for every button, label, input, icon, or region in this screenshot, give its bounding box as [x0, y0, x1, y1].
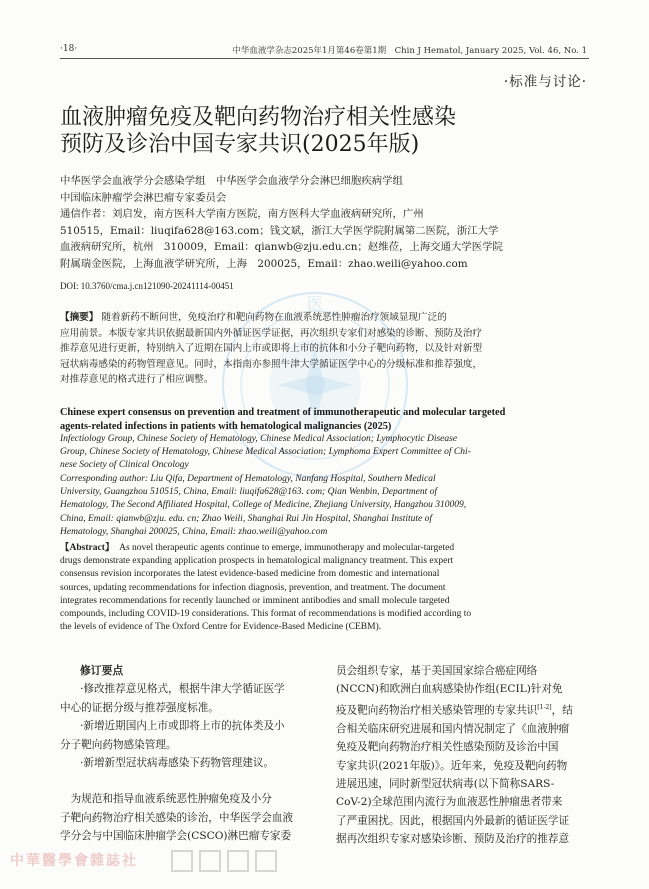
- english-groups: [60, 433, 595, 473]
- section-tag: ·标准与讨论·: [503, 74, 587, 90]
- body-line: 免疫及靶向药物治疗相关性感染预防及诊治中国: [336, 741, 559, 754]
- footer-watermark-logo: 中華醫學會雜誌社: [10, 853, 138, 869]
- body-line: 分子靶向药物感染管理。: [60, 738, 177, 751]
- body-line-tail: ，结: [551, 704, 573, 717]
- author-line: 通信作者：刘启发，南方医科大学南方医院，南方医科大学血液病研究所，广州: [60, 208, 424, 221]
- english-abstract-text: sources, updating recommendations for infection diagnosis, prevention, and treatment. The document: [60, 582, 446, 593]
- body-line: ·修改推荐意见格式，根据牛津大学循证医学: [80, 683, 285, 696]
- body-column-left: [60, 662, 328, 846]
- body-line: [336, 699, 594, 720]
- author-line: 510515，Email：liuqifa628@163.com；钱文斌，浙江大学医学院附属第二医院，浙江大学: [60, 224, 499, 237]
- corresponding-line: University, Guangzhou 510515, China, Email: liuqifa628@163. com; Qian Wenbin, Department of: [60, 487, 438, 498]
- english-title-line: agents-related infections in patients with hematological malignancies (2025): [60, 420, 392, 432]
- author-line: 血液病研究所，杭州 310009，Email：qianwb@zju.edu.cn；赵维莅，上海交通大学医学院: [60, 241, 503, 254]
- abstract-label: 【摘要】: [60, 312, 99, 323]
- author-line: 附属瑞金医院，上海血液学研究所，上海 200025，Email：zhao.weili@yahoo.com: [60, 257, 468, 270]
- revision-heading: 修订要点: [80, 664, 124, 677]
- article-title-line-1: 血液肿瘤免疫及靶向药物治疗相关性感染: [60, 105, 457, 130]
- abstract-text: 推荐意见进行更新，特别纳入了近期在国内上市或即将上市的抗体和小分子靶向药物，以及针对新型: [60, 343, 483, 354]
- body-line: 了严重困扰。因此，根据国内外最新的循证医学证: [336, 814, 570, 827]
- body-line: 为规范和指导血液系统恶性肿瘤免疫及小分: [60, 793, 272, 806]
- corresponding-line: Hematology, Shanghai 200025, China, Email: zhao.weili@yahoo.com: [60, 526, 328, 537]
- body-line: 员会组织专家，基于美国国家综合癌症网络: [336, 665, 538, 677]
- corresponding-line: Corresponding author: Liu Qifa, Department of Hematology, Nanfang Hospital, Southern Medical: [60, 474, 436, 484]
- english-abstract-label: 【Abstract】: [60, 543, 115, 553]
- english-abstract-text: drugs demonstrate expanding application prospects in hematological malignancy treatment. This expert: [60, 556, 454, 567]
- body-line: 进展迅速，同时新型冠状病毒(以下简称SARS-: [336, 777, 555, 790]
- watermark-seal-char: 医: [306, 294, 324, 313]
- body-line: ·新增近期国内上市或即将上市的抗体类及小: [80, 720, 285, 733]
- abstract-text: 应用前景。本版专家共识依据最新国内外循证医学证据，再次组织专家们对感染的诊断、预防及治疗: [60, 327, 483, 339]
- english-abstract-text: compounds, including COVID-19 considerations. This format of recommendations is modified according to: [60, 609, 472, 620]
- body-line: 中心的证据分级与推荐强度标准。: [60, 701, 219, 714]
- body-line: 子靶向药物治疗相关感染的诊治，中华医学会血液: [60, 811, 294, 824]
- english-abstract-text: integrates recommendations for recently launched or imminent antibodies and small molecule targeted: [60, 595, 450, 606]
- doi: DOI: 10.3760/cma.j.cn121090-20241114-00451: [60, 281, 234, 291]
- abstract-english: [60, 542, 595, 634]
- body-line-text: 疫及靶向药物治疗相关感染管理的专家共识: [336, 704, 538, 717]
- footer-watermark-icon: [170, 848, 280, 874]
- author-line: 中国临床肿瘤学会淋巴瘤专家委员会: [60, 191, 227, 204]
- english-title: [60, 406, 595, 433]
- body-line: (NCCN)和欧洲白血病感染协作组(ECIL)针对免: [336, 683, 563, 696]
- citation-mark: [1-2]: [537, 703, 552, 711]
- corresponding-line: China, Email: qianwb@zju. edu. cn; Zhao Weili, Shanghai Rui Jin Hospital, Shanghai Institute of: [60, 513, 433, 524]
- body-line: 据再次组织专家对感染诊断、预防及治疗的推荐意: [336, 833, 570, 846]
- english-title-line: Chinese expert consensus on prevention and treatment of immunotherapeutic and molecular targeted: [60, 407, 506, 418]
- english-abstract-text: the levels of evidence of The Oxford Centre for Evidence-Based Medicine (CEBM).: [60, 622, 382, 633]
- author-line: 中华医学会血液学分会感染学组 中华医学会血液学分会淋巴细胞疾病学组: [60, 175, 403, 187]
- body-line: 专家共识(2021年版)》。近年来，免疫及靶向药物: [336, 759, 568, 772]
- body-line: ·新增新型冠状病毒感染下药物管理建议。: [80, 757, 275, 770]
- page-number: ·18·: [60, 44, 78, 54]
- corresponding-line: Hematology, The Second Affiliated Hospital, College of Medicine, Zhejiang University, Hangzhou 310009,: [60, 500, 467, 511]
- body-line: 学分会与中国临床肿瘤学会(CSCO)淋巴瘤专家委: [60, 830, 292, 843]
- author-affiliations: [60, 173, 590, 273]
- journal-running-header: 中华血液学杂志2025年1月第46卷第1期 Chin J Hematol, January 2025, Vol. 46, No. 1: [232, 46, 587, 56]
- group-line: nese Society of Clinical Oncology: [60, 460, 189, 471]
- header-rule: [60, 58, 589, 59]
- group-line: Infectiology Group, Chinese Society of Hematology, Chinese Medical Association; Lymphocytic Disease: [60, 434, 458, 444]
- body-line: CoV-2)全球范围内流行为血液恶性肿瘤患者带来: [336, 796, 563, 809]
- group-line: Group, Chinese Society of Hematology, Chinese Medical Association; Lymphoma Expert Committee of Chi-: [60, 447, 471, 458]
- english-abstract-text: As novel therapeutic agents continue to emerge, immunotherapy and molecular-targeted: [119, 543, 455, 553]
- english-corresponding: [60, 473, 595, 539]
- body-line: 合相关临床研究进展和国内情况制定了《血液肿瘤: [336, 722, 570, 735]
- abstract-text: 随着新药不断问世，免疫治疗和靶向药物在血液系统恶性肿瘤治疗领域显现广泛的: [101, 312, 447, 323]
- body-line: [60, 772, 328, 790]
- abstract-text: 对推荐意见的格式进行了相应调整。: [60, 374, 214, 385]
- english-abstract-text: consensus revision incorporates the latest evidence-based medicine from domestic and international: [60, 569, 440, 580]
- body-column-right: [336, 662, 594, 849]
- article-title-line-2: 预防及诊治中国专家共识(2025年版): [60, 132, 420, 157]
- abstract-text: 冠状病毒感染的药物管理意见。同时，本指南亦参照牛津大学循证医学中心的分级标准和推荐强度，: [60, 358, 483, 370]
- abstract-chinese: [60, 310, 594, 388]
